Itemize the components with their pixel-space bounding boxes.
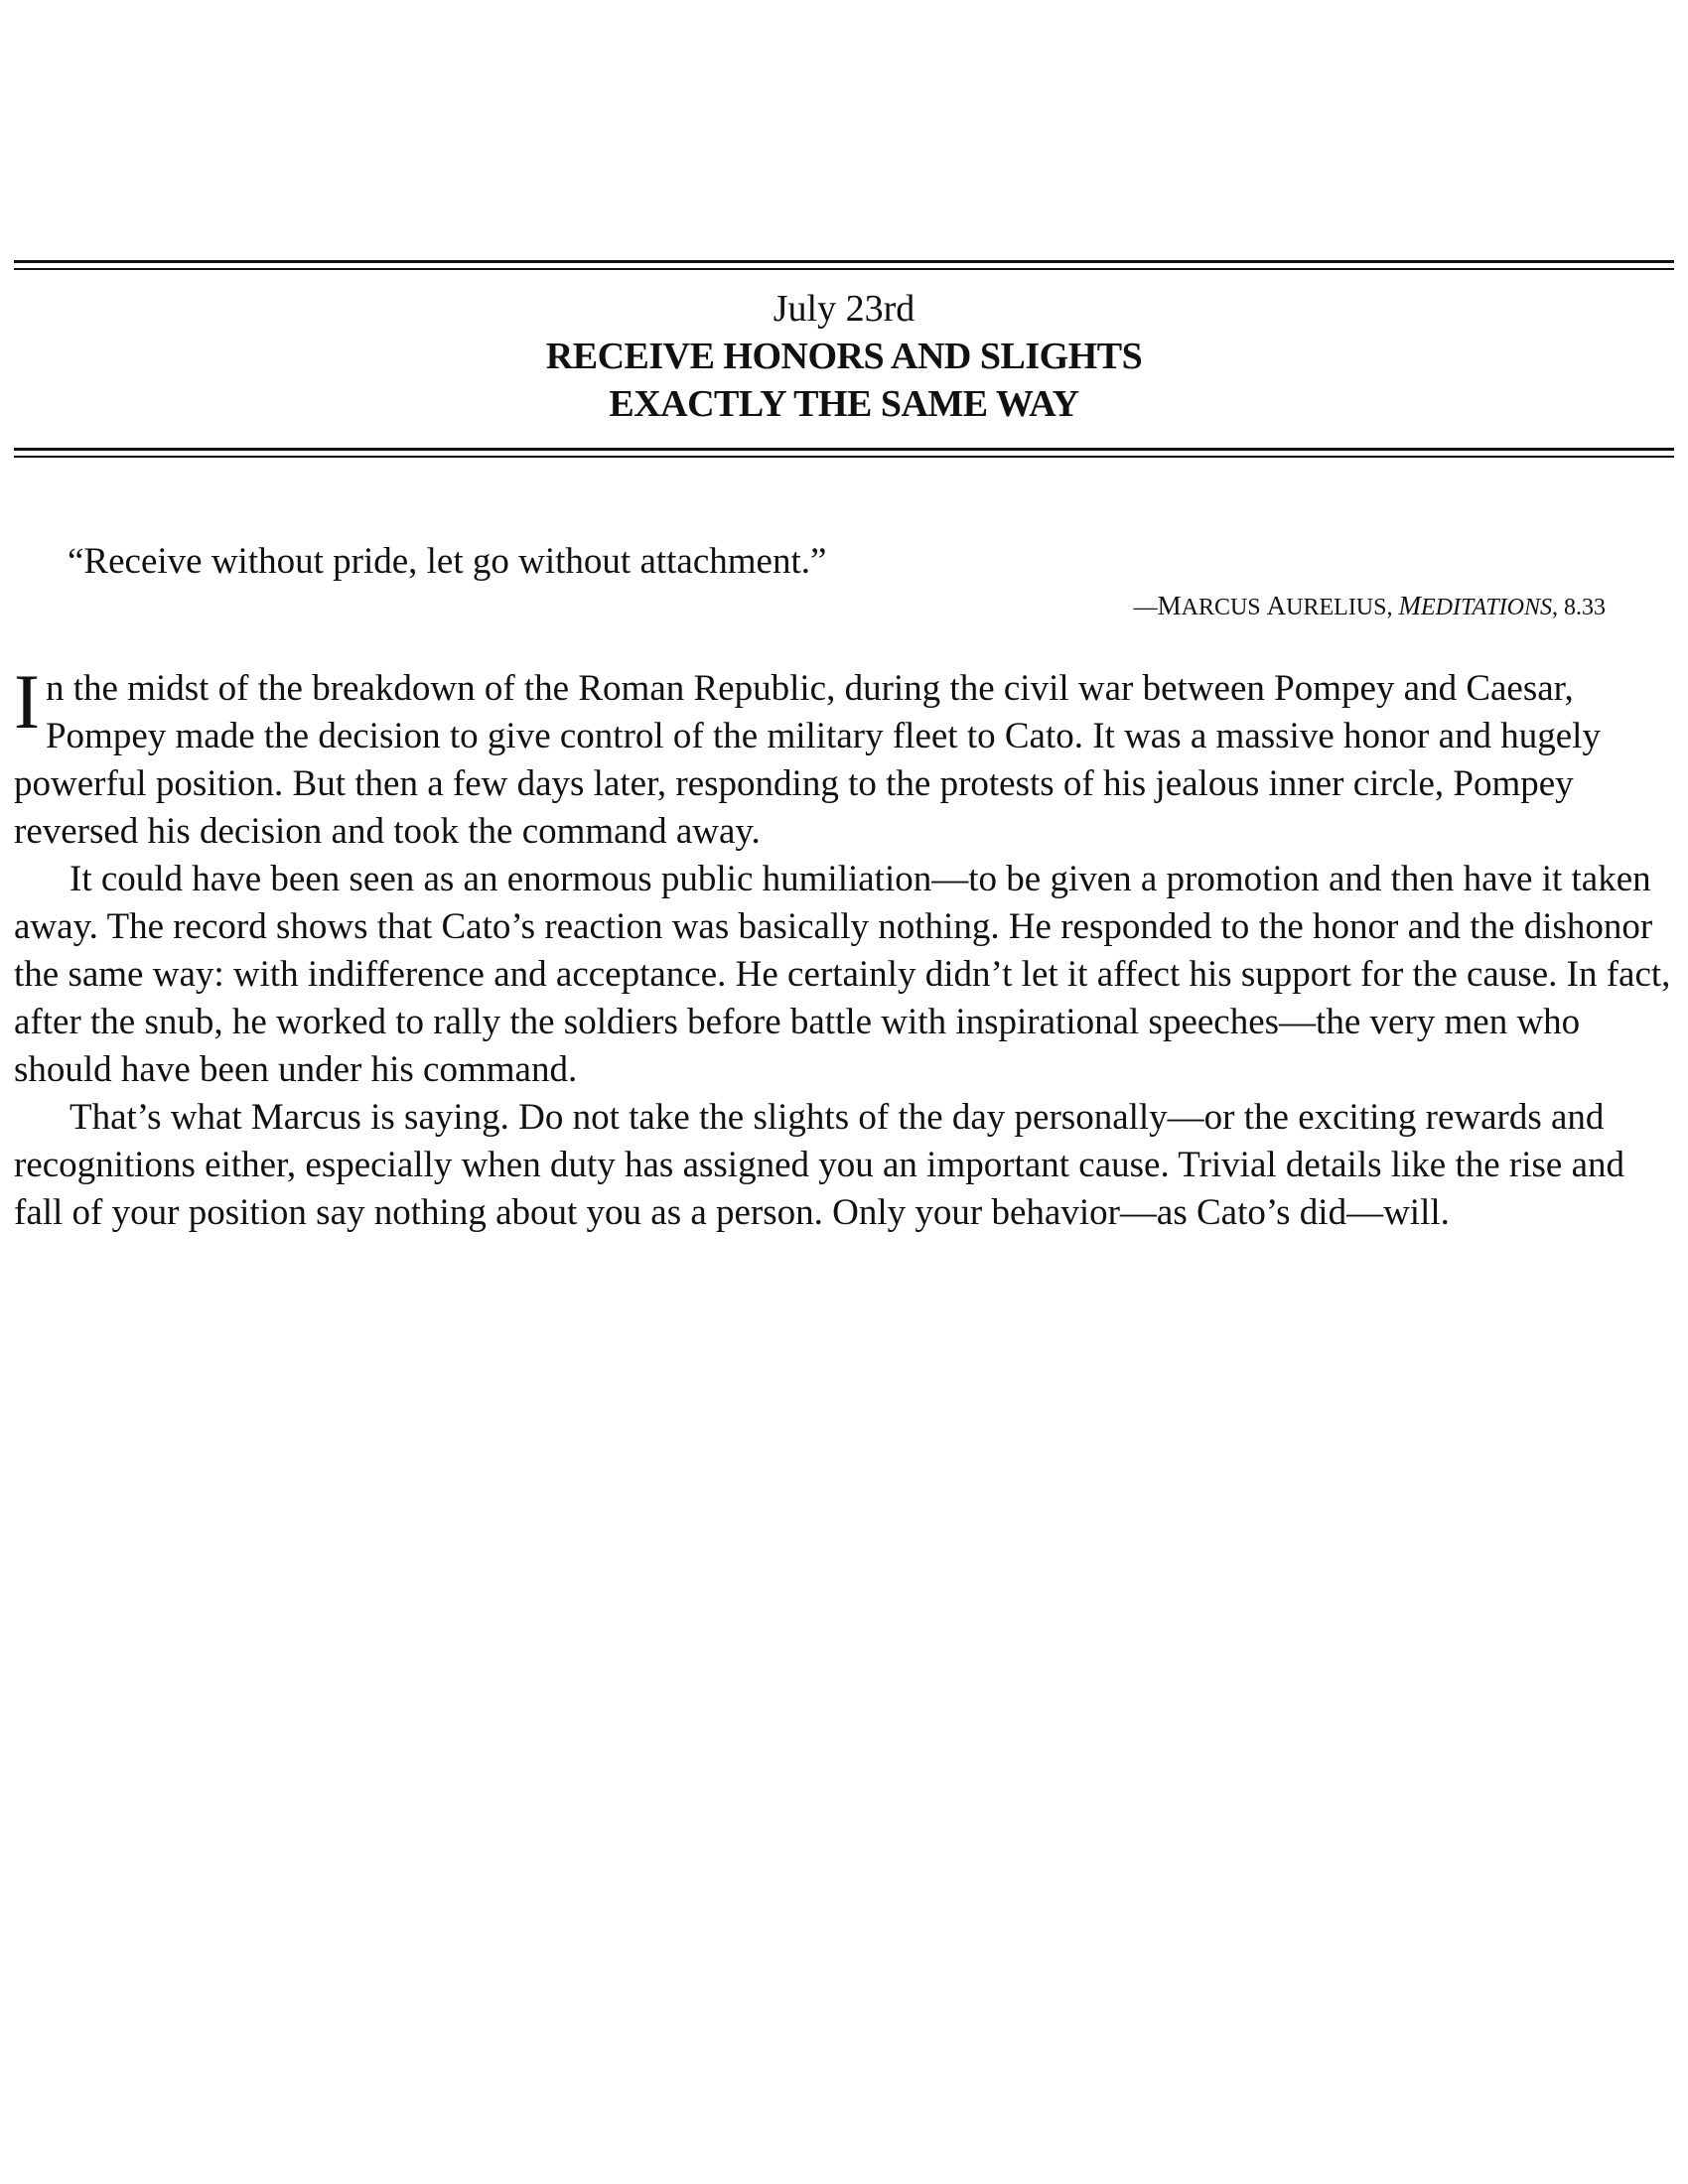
work-reference: , 8.33 bbox=[1552, 595, 1606, 620]
entry-title-line-1: RECEIVE HONORS AND SLIGHTS bbox=[545, 336, 1143, 377]
drop-cap: I bbox=[14, 658, 40, 745]
epigraph-quote: “Receive without pride, let go without attachment.” bbox=[68, 541, 827, 582]
header-bottom-double-rule bbox=[14, 448, 1674, 458]
attribution-separator: , bbox=[1386, 595, 1399, 620]
body-paragraph-2: It could have been seen as an enormous public humiliation—to be given a promotion and then have it taken away. The record shows that Cato’s reaction was basically nothing. He responded to the honor and the dishonor the same way: with indifference and acceptance. He certainly didn’t let it affect his support for the cause. In fact, after the snub, he worked to rally the soldiers before battle with inspirational speeches—the very men who should have been under his command. bbox=[14, 859, 1671, 1090]
author-rest-1: ARCUS bbox=[1181, 595, 1261, 620]
entry-header bbox=[0, 285, 1688, 428]
author-initial-1: M bbox=[1157, 591, 1182, 620]
work-title-initial: M bbox=[1398, 591, 1421, 620]
author-initial-2: A bbox=[1266, 591, 1287, 620]
author-rest-2: URELIUS bbox=[1286, 595, 1387, 620]
entry-title-line-2: EXACTLY THE SAME WAY bbox=[609, 383, 1079, 425]
body-paragraph-3: That’s what Marcus is saying. Do not take the slights of the day personally—or the exciting rewards and recognitions either, especially when duty has assigned you an important cause. Trivial details like the rise and fall of your position say nothing about you as a person. Only your behavior—as Cato’s did—will. bbox=[14, 1097, 1625, 1233]
header-top-double-rule bbox=[14, 260, 1674, 270]
body-paragraph-1-text: n the midst of the breakdown of the Roman Republic, during the civil war between Pompey and Caesar, Pompey made the decision to give control of the military fleet to Cato. It was a massive honor and hugely powerful position. But then a few days later, responding to the protests of his jealous inner circle, Pompey reversed his decision and took the command away. bbox=[14, 668, 1601, 852]
attribution-dash: — bbox=[1133, 595, 1158, 620]
epigraph-attribution bbox=[1134, 590, 1606, 623]
work-title-rest: EDITATIONS bbox=[1421, 595, 1552, 620]
entry-body bbox=[14, 658, 1674, 1237]
body-paragraph-1 bbox=[14, 658, 1674, 856]
entry-date: July 23rd bbox=[773, 288, 915, 330]
